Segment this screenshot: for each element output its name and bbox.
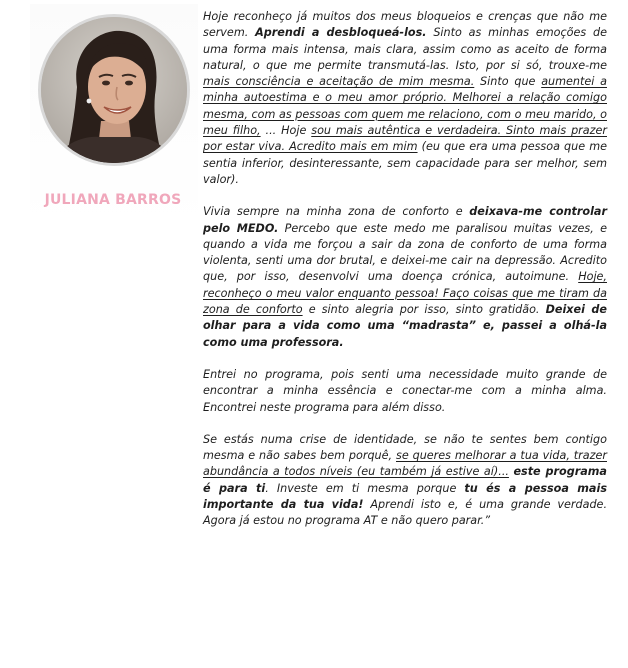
text-segment: . Investe em ti mesma porque	[265, 481, 465, 495]
testimonial-text	[203, 9, 607, 546]
testimonial-paragraph-4	[203, 432, 607, 530]
text-segment: Entrei no programa, pois senti uma necessidade muito grande de encontrar a minha essência e conectar-me com a minha alma. Encontrei neste programa para além disso.	[203, 367, 607, 414]
emphasis-text: este programa é para ti	[203, 465, 607, 495]
underlined-text: se queres melhorar a tua vida, trazer abundância a todos níveis (eu também já estive aí)...	[203, 449, 607, 479]
text-segment: Sinto que	[474, 75, 542, 89]
person-name: JULIANA BARROS	[44, 192, 182, 208]
woman-portrait-icon	[41, 17, 187, 163]
emphasis-text: Deixei de olhar para a vida como uma “madrasta” e, passei a olhá-la como uma professora.	[203, 303, 607, 349]
underlined-text: aumentei a minha autoestima e o meu amor próprio. Melhorei a relação comigo mesma, com as pessoas com quem me relaciono, com o meu marido, o meu filho,	[203, 75, 607, 138]
text-segment: Aprendi isto e, é uma grande verdade. Agora já estou no programa AT e não quero parar.”	[203, 498, 607, 528]
underlined-text: sou mais autêntica e verdadeira. Sinto mais prazer por estar viva. Acredito mais em mim	[203, 124, 607, 154]
underlined-text: mais consciência e aceitação de mim mesma.	[203, 75, 475, 89]
text-segment: Sinto as minhas emoções de uma forma mais intensa, mais clara, assim como as aceito de forma natural, o que me permite transmutá-las. Isto, por si só, trouxe-me	[203, 26, 608, 72]
testimonial-paragraph-3	[203, 367, 607, 416]
underlined-text: Hoje, reconheço o meu valor enquanto pessoa! Faço coisas que me tiram da zona de conforto	[203, 270, 607, 317]
testimonial-paragraph-2	[203, 204, 607, 351]
text-segment: Hoje reconheço já muitos dos meus bloqueios e crenças que não me servem.	[203, 10, 607, 40]
profile-photo	[38, 14, 190, 166]
text-segment: ... Hoje	[260, 124, 312, 138]
testimonial-paragraph-1	[203, 9, 607, 188]
emphasis-text: tu és a pessoa mais importante da tua vida!	[203, 481, 607, 512]
text-segment: (eu que era uma pessoa que me sentia inferior, desinteressante, sem capacidade para ser melhor, sem valor).	[203, 140, 608, 186]
text-segment: Percebo que este medo me paralisou muitas vezes, e quando a vida me forçou a sair da zona de conforto de uma forma violenta, senti uma dor brutal, e deixei-me cair na depressão. Acredito que, por isso, desenvolvi uma doença crónica, autoimune.	[203, 221, 607, 284]
text-segment: Se estás numa crise de identidade, se não te sentes bem contigo mesma e não sabes bem porquê,	[203, 432, 607, 463]
text-segment: e sinto alegria por isso, sinto gratidão.	[302, 303, 546, 317]
text-segment: Vivia sempre na minha zona de conforto e	[203, 205, 470, 219]
emphasis-text: Aprendi a desbloqueá-los.	[255, 26, 427, 40]
emphasis-text: deixava-me controlar pelo MEDO.	[203, 205, 607, 235]
